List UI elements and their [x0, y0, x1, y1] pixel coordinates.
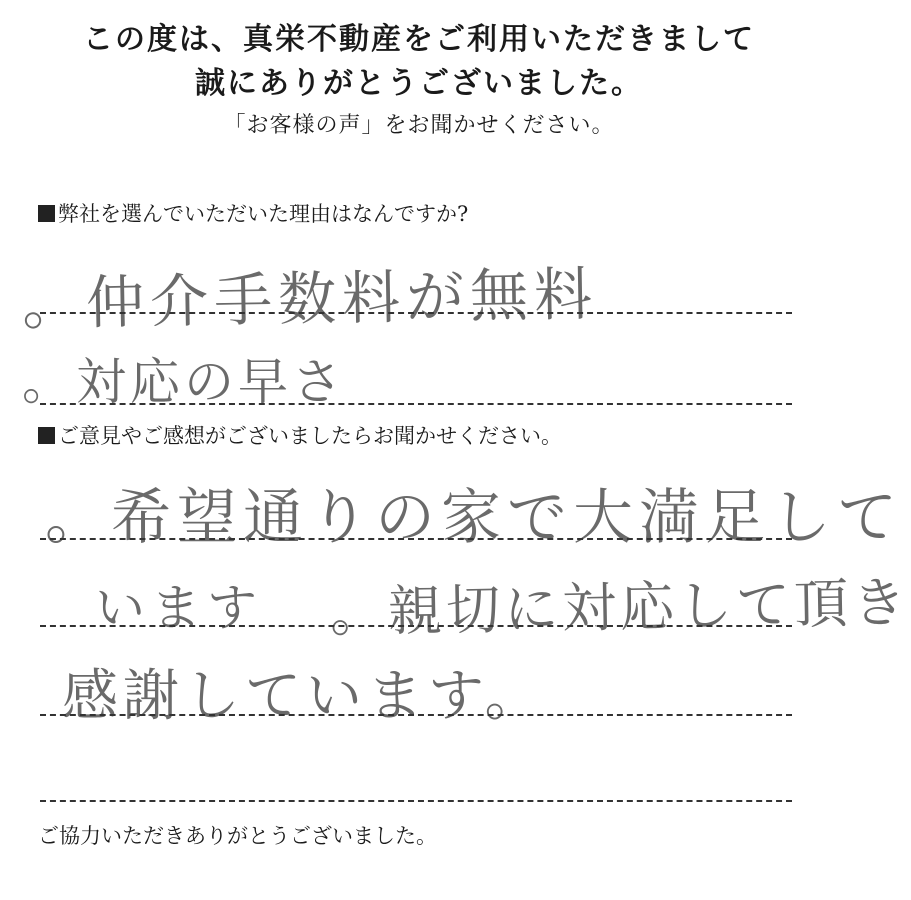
header-line-1: この度は、真栄不動産をご利用いただきまして	[83, 22, 755, 57]
question-2-label: ご意見やご感想がございましたらお聞かせください。	[58, 424, 562, 448]
answer-line-4	[40, 625, 792, 627]
answer-line-6	[40, 800, 792, 802]
handwritten-answer-2-line-2a: います	[95, 579, 263, 637]
question-1	[38, 198, 468, 228]
handwritten-answer-2-line-3: 感謝しています。	[62, 664, 546, 729]
square-bullet-icon	[38, 427, 55, 444]
question-1-label: 弊社を選んでいただいた理由はなんですか?	[58, 202, 469, 226]
handwritten-answer-2-line-1: 。希望通りの家で大満足して	[45, 483, 903, 553]
answer-line-3	[40, 538, 792, 540]
handwritten-answer-1-line-2: 。対応の早さ	[22, 353, 346, 411]
square-bullet-icon	[38, 205, 55, 222]
footer-thanks: ご協力いただきありがとうございました。	[38, 824, 437, 848]
answer-line-2	[40, 403, 792, 405]
header-line-2: 誠にありがとうございました。	[195, 66, 643, 101]
handwritten-answer-2-line-2b: 。親切に対応して頂き	[329, 570, 911, 645]
answer-line-5	[40, 714, 792, 716]
header-line-3: 「お客様の声」をお聞かせください。	[223, 113, 615, 138]
answer-line-1	[40, 312, 792, 314]
handwritten-answer-1-line-1: 。仲介手数料が無料	[21, 259, 599, 339]
question-2	[38, 420, 562, 450]
